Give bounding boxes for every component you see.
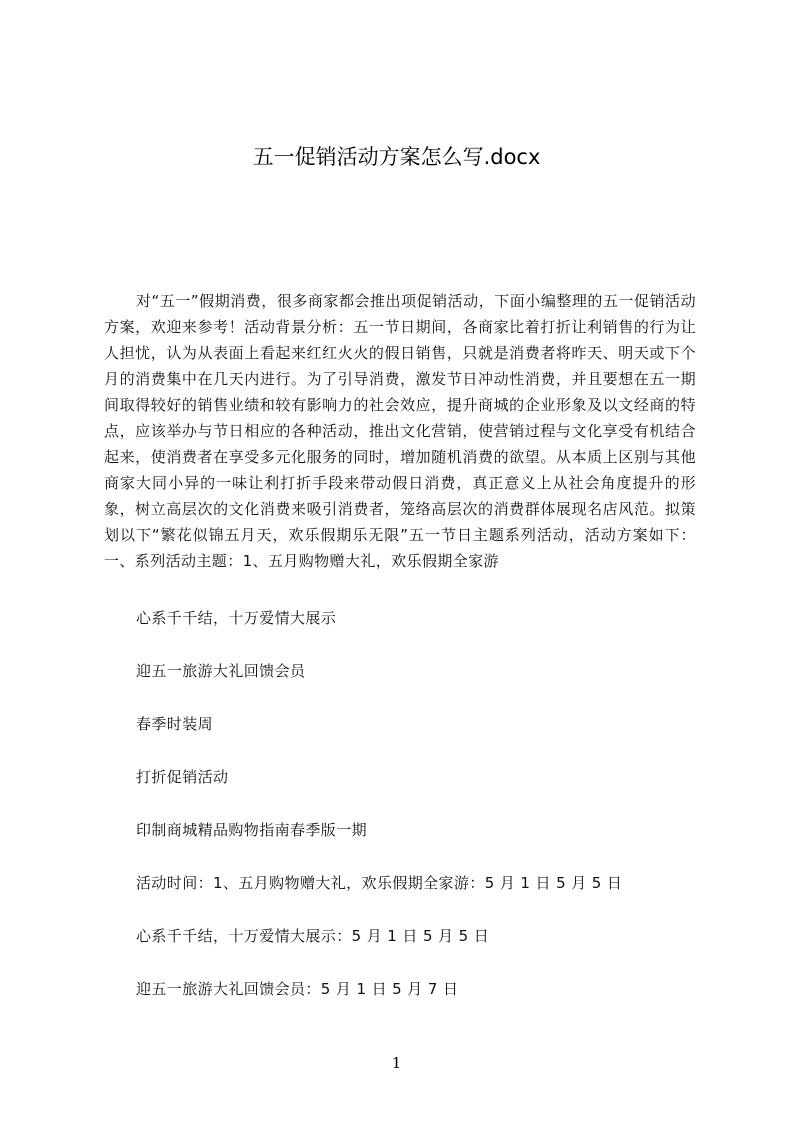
intro-paragraph: 对“五一”假期消费，很多商家都会推出项促销活动，下面小编整理的五一促销活动方案，欢迎来参考！活动背景分析：五一节日期间，各商家比着打折让利销售的行为让人担忧，认为从表面上看起来红红火火的假日销售，只就是消费者将昨天、明天或下个月的消费集中在几天内进行。为了引导消费，激发节日冲动性消费，并且要想在五一期间取得较好的销售业绩和较有影响力的社会效应，提升商城的企业形象及以文经商的特点，应该举办与节日相应的各种活动，推出文化营销，使营销过程与文化享受有机结合起来，使消费者在享受多元化服务的同时，增加随机消费的欲望。从本质上区别与其他商家大同小异的一味让利打折手段来带动假日消费，真正意义上从社会角度提升的形象，树立高层次的文化消费来吸引消费者，笼络高层次的消费群体展现名店风范。拟策划以下“繁花似锦五月天，欢乐假期乐无限”五一节日主题系列活动，活动方案如下：一、系列活动主题：1、五月购物赠大礼，欢乐假期全家游 xyxy=(104,292,696,570)
list-item: 迎五一旅游大礼回馈会员 xyxy=(136,662,306,680)
list-item: 心系千千结，十万爱情大展示 xyxy=(136,609,337,627)
list-item: 打折促销活动 xyxy=(136,768,229,786)
list-item: 印制商城精品购物指南春季版一期 xyxy=(136,821,368,839)
activity-list xyxy=(136,605,696,1029)
list-item: 活动时间：1、五月购物赠大礼，欢乐假期全家游：5 月 1 日 5 月 5 日 xyxy=(136,874,623,892)
document-title: 五一促销活动方案怎么写.docx xyxy=(252,145,541,169)
list-item: 迎五一旅游大礼回馈会员：5 月 1 日 5 月 7 日 xyxy=(136,980,459,998)
list-item: 春季时装周 xyxy=(136,715,214,733)
list-item: 心系千千结，十万爱情大展示：5 月 1 日 5 月 5 日 xyxy=(136,927,490,945)
page-number: 1 xyxy=(391,1054,402,1072)
